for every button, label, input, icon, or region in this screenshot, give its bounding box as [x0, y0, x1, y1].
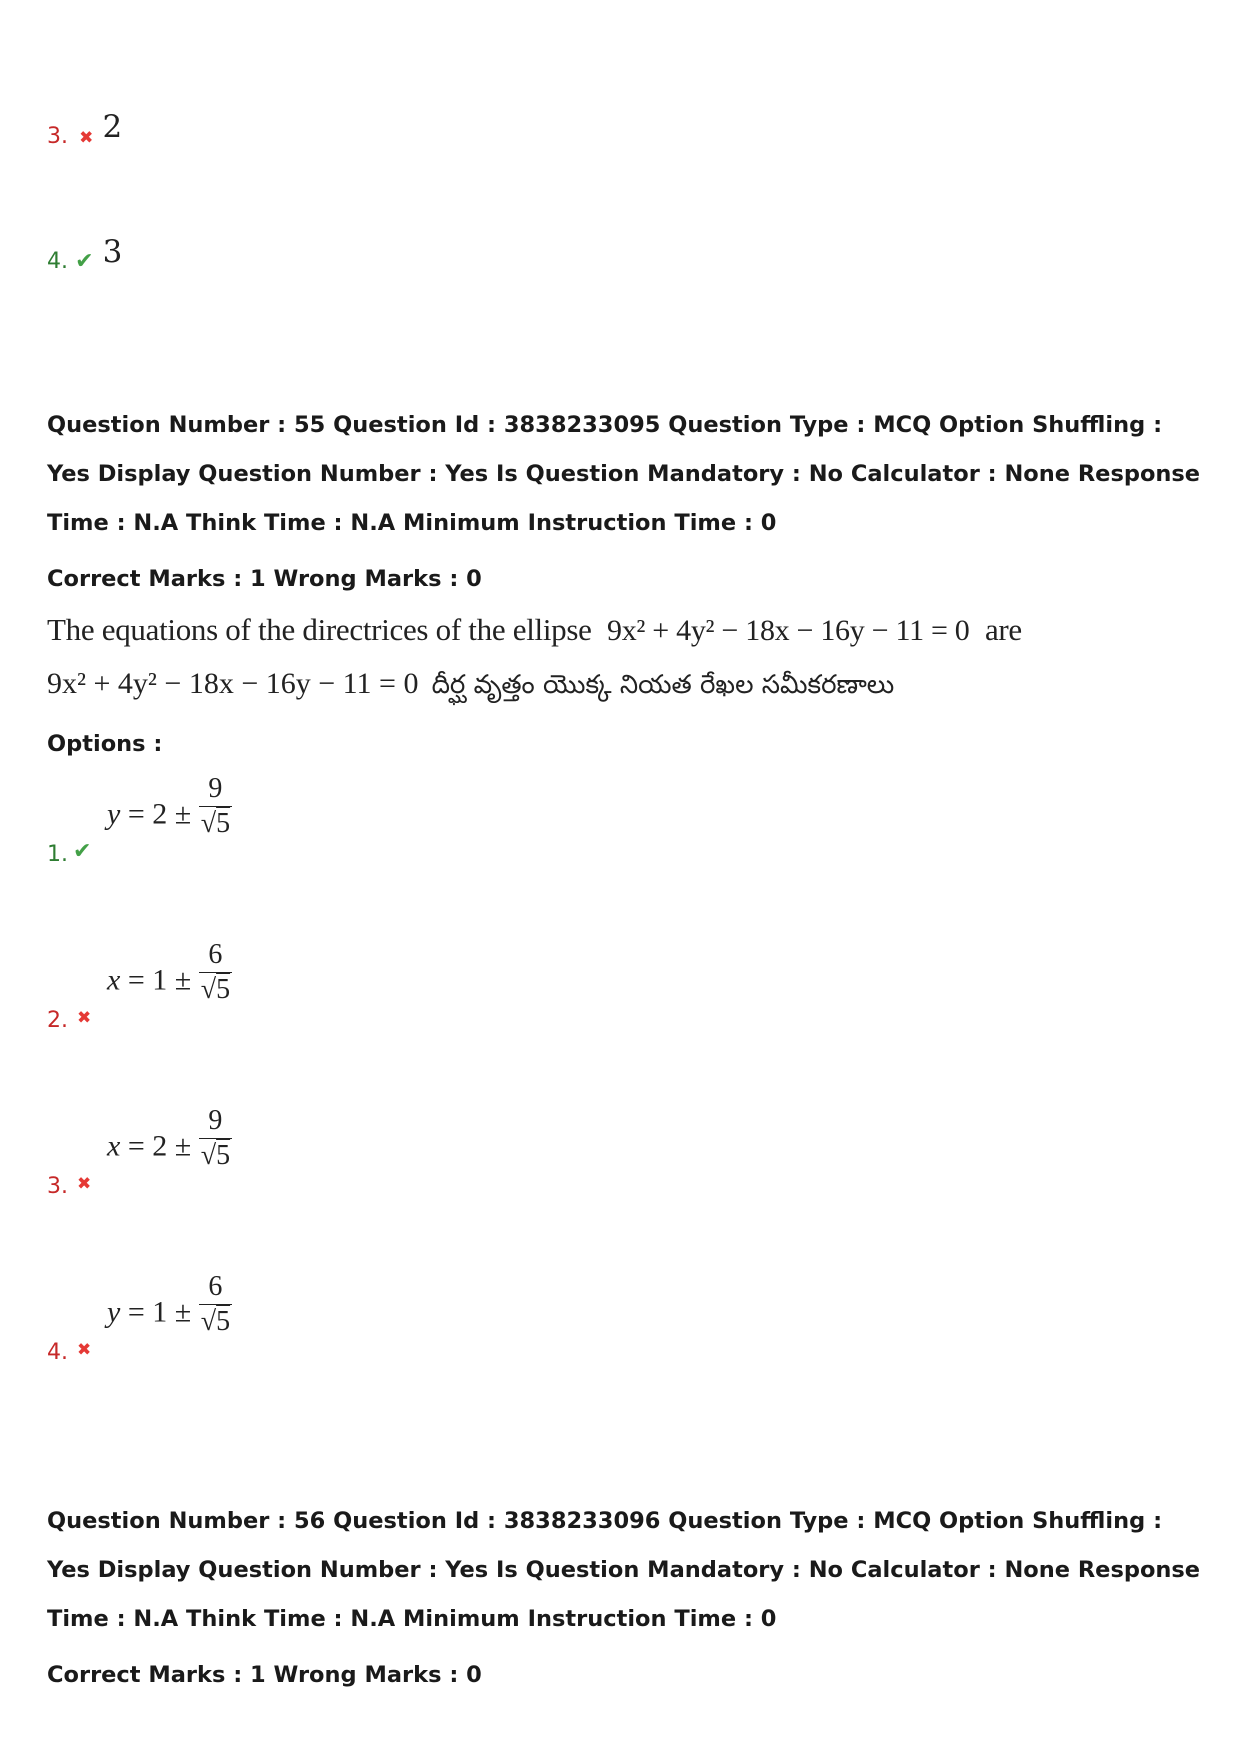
cross-icon: ✖: [79, 128, 94, 148]
cross-icon: ✖: [77, 1174, 92, 1194]
ellipse-equation: 9x² + 4y² − 18x − 16y − 11 = 0: [607, 614, 970, 647]
option-formula: x = 1 ± $\frac{6}{√5}$: [107, 939, 231, 1005]
option-number: 1.: [47, 842, 68, 867]
check-icon: ✔: [75, 249, 94, 274]
option-value: 2: [102, 109, 123, 145]
option-formula: y = 2 ± $\frac{9}{√5}$: [107, 773, 231, 839]
ellipse-equation-te: 9x² + 4y² − 18x − 16y − 11 = 0: [47, 667, 419, 700]
option-number: 4.: [47, 1340, 68, 1365]
question-55-text-en: [47, 612, 1022, 648]
question-text-prefix: The equations of the directrices of the ellipse: [47, 612, 592, 647]
option-2: [47, 939, 447, 1058]
check-icon: ✔: [73, 839, 92, 864]
cross-icon: ✖: [77, 1340, 92, 1360]
cross-icon: ✖: [77, 1008, 92, 1028]
question-55-meta: Question Number : 55 Question Id : 3838233095 Question Type : MCQ Option Shuffling : Yes Display Question Number : Yes Is Question Mandatory : No Calculator : None Response Time : N.A Think Time : N.A Minimum Instruction Time : 0: [47, 412, 1201, 536]
prev-option-3: [47, 109, 123, 151]
option-1: [47, 773, 447, 892]
prev-option-4: [47, 234, 123, 276]
question-56-marks: Correct Marks : 1 Wrong Marks : 0: [47, 1662, 482, 1688]
question-55-marks: Correct Marks : 1 Wrong Marks : 0: [47, 566, 482, 592]
question-text-suffix: are: [984, 612, 1022, 647]
option-value: 3: [102, 234, 123, 270]
question-56-meta: Question Number : 56 Question Id : 3838233096 Question Type : MCQ Option Shuffling : Yes Display Question Number : Yes Is Question Mandatory : No Calculator : None Response Time : N.A Think Time : N.A Minimum Instruction Time : 0: [47, 1508, 1201, 1632]
option-formula: x = 2 ± $\frac{9}{√5}$: [107, 1105, 231, 1171]
option-formula: y = 1 ± $\frac{6}{√5}$: [107, 1271, 231, 1337]
option-4: [47, 1271, 447, 1390]
options-label: Options :: [47, 731, 163, 757]
option-3: [47, 1105, 447, 1224]
option-number: 2.: [47, 1008, 68, 1033]
question-text-telugu: దీర్ఘ వృత్తం యొక్క నియత రేఖల సమీకరణాలు: [431, 670, 895, 700]
option-number: 3.: [47, 1174, 68, 1199]
option-number: 4.: [47, 249, 68, 274]
option-number: 3.: [47, 124, 68, 149]
question-55-text-te: [47, 667, 894, 706]
